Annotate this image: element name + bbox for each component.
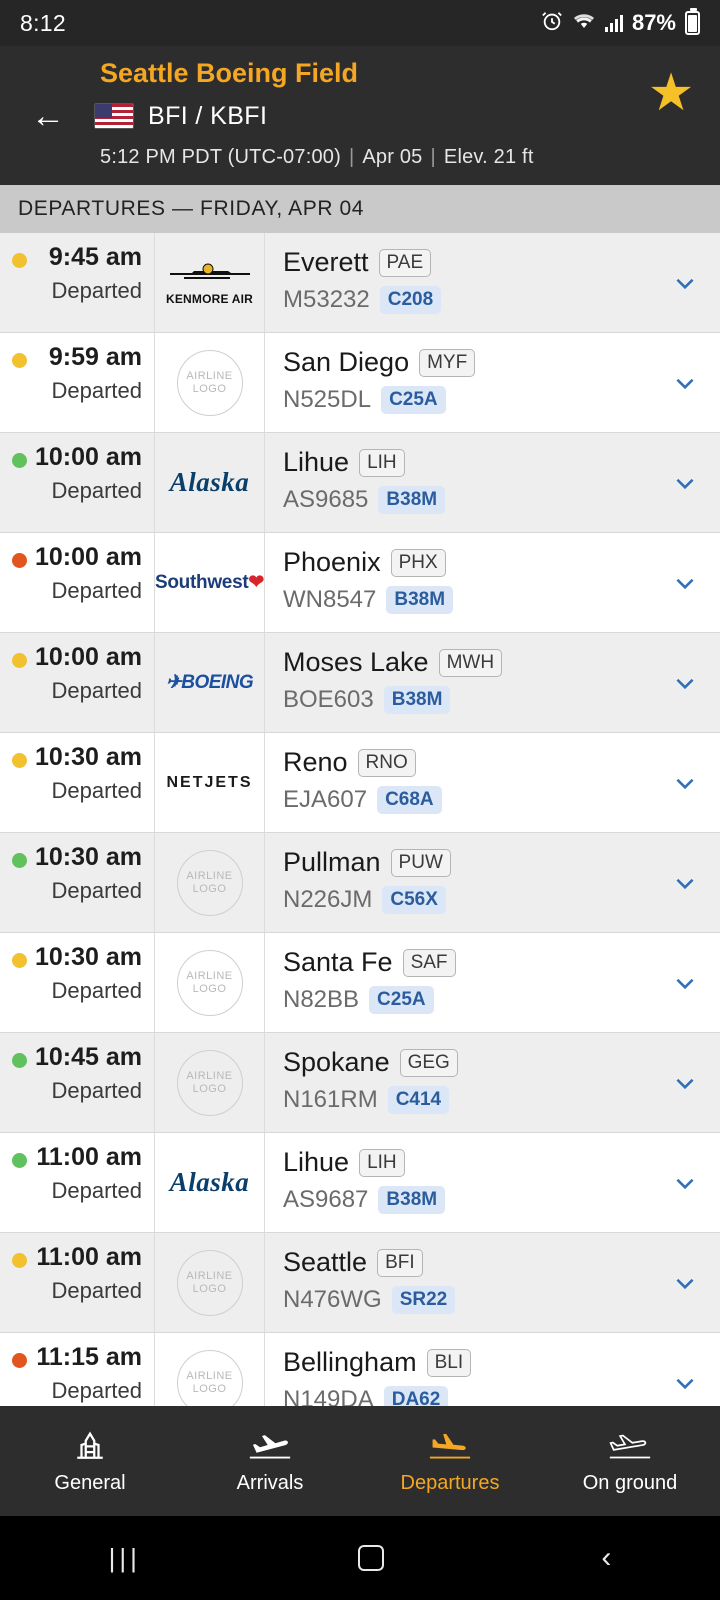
flight-status: Departed [51,1278,142,1303]
star-icon[interactable]: ★ [647,64,695,122]
page-title: Seattle Boeing Field [100,58,359,88]
nav-item-on-ground[interactable] [540,1406,720,1516]
flight-info-cell [265,533,650,632]
flight-status: Departed [51,378,142,403]
nav-item-general[interactable] [0,1406,180,1516]
flight-row[interactable] [0,533,720,633]
flight-list[interactable] [0,233,720,1406]
departures-section-header: DEPARTURES — FRIDAY, APR 04 [0,185,720,233]
flight-time: 10:30 am [34,743,142,771]
aircraft-type: B38M [378,1186,445,1214]
aircraft-type: C208 [380,286,441,314]
flight-status: Departed [51,678,142,703]
expand-row-button[interactable] [650,633,720,732]
status-bar-icons [541,10,700,37]
flight-info-cell [265,433,650,532]
flight-time-cell [0,433,155,532]
flight-time-cell [0,933,155,1032]
chevron-down-icon [672,570,698,596]
aircraft-type: C56X [382,886,446,914]
destination-code: SAF [403,949,456,977]
aircraft-type: C414 [388,1086,449,1114]
flight-callsign: N149DA [283,1386,374,1406]
flight-status: Departed [51,278,142,303]
flight-callsign: N476WG [283,1286,382,1313]
flight-status: Departed [51,1378,142,1403]
flight-time-cell [0,1033,155,1132]
chevron-down-icon [672,670,698,696]
nav-item-label: On ground [582,1471,678,1494]
airline-logo-cell [155,233,265,332]
destination-city: Santa Fe [283,947,393,977]
flight-time-cell [0,733,155,832]
flight-row[interactable] [0,933,720,1033]
system-back-button[interactable]: ‹ [601,1541,612,1574]
flight-info-cell [265,333,650,432]
aircraft-type: B38M [386,586,453,614]
flight-time: 10:00 am [34,443,142,471]
flight-callsign: N226JM [283,886,373,913]
destination-code: RNO [358,749,416,777]
destination-city: Pullman [283,847,381,877]
destination-city: Seattle [283,1247,368,1277]
flight-row[interactable] [0,1133,720,1233]
expand-row-button[interactable] [650,1233,720,1332]
flight-callsign: N161RM [283,1086,378,1113]
expand-row-button[interactable] [650,333,720,432]
flight-callsign: EJA607 [283,786,368,813]
aircraft-type: SR22 [392,1286,456,1314]
chevron-down-icon [672,270,698,296]
aircraft-type: B38M [378,486,445,514]
flight-info-cell [265,633,650,732]
expand-row-button[interactable] [650,233,720,332]
airline-logo-cell [155,933,265,1032]
nav-item-label: General [54,1471,126,1494]
alaska-airlines-logo: Alaska [169,467,250,497]
flight-time: 10:00 am [34,543,142,571]
nav-item-label: Arrivals [236,1471,304,1494]
expand-row-button[interactable] [650,1133,720,1232]
destination-city: Phoenix [283,547,381,577]
flight-row[interactable] [0,1333,720,1406]
chevron-down-icon [672,1270,698,1296]
destination-code: BFI [377,1249,423,1277]
alarm-icon [541,10,563,37]
kenmore-air-logo: KENMORE AIR [164,260,256,306]
destination-code: PHX [391,549,446,577]
destination-code: MWH [439,649,502,677]
flight-row[interactable] [0,233,720,333]
back-button[interactable]: ← [31,96,65,135]
flight-callsign: AS9687 [283,1186,369,1213]
flight-info-cell [265,833,650,932]
airline-logo-placeholder: AIRLINE LOGO [177,1350,243,1407]
airport-codes: BFI / KBFI [148,101,268,130]
nav-item-arrivals[interactable] [180,1406,360,1516]
destination-city: Bellingham [283,1347,417,1377]
nav-item-label: Departures [400,1471,500,1494]
destination-city: Moses Lake [283,647,429,677]
local-time: 5:12 PM PDT (UTC-07:00) [100,146,341,168]
departure-plane-icon [427,1428,473,1462]
chevron-down-icon [672,970,698,996]
aircraft-type: B38M [384,686,451,714]
airline-logo-cell [155,433,265,532]
flight-time: 11:15 am [36,1343,142,1371]
chevron-down-icon [672,770,698,796]
status-dot [12,1353,27,1368]
flight-row[interactable] [0,433,720,533]
alaska-airlines-logo: Alaska [169,1167,250,1197]
flight-info-cell [265,1033,650,1132]
flight-status: Departed [51,578,142,603]
boeing-logo: ✈BOEING [165,672,254,693]
airline-logo-cell [155,733,265,832]
status-dot [12,753,27,768]
flight-row[interactable] [0,833,720,933]
expand-row-button[interactable] [650,433,720,532]
aircraft-type: DA62 [384,1386,449,1406]
status-dot [12,1053,27,1068]
status-dot [12,653,27,668]
flight-status: Departed [51,478,142,503]
airline-logo-cell [155,633,265,732]
airline-logo-cell [155,1133,265,1232]
flight-time-cell [0,1133,155,1232]
battery-percent-label: 87% [631,10,676,35]
airline-logo-placeholder: AIRLINE LOGO [177,1250,243,1316]
destination-city: Reno [283,747,348,777]
expand-row-button[interactable] [650,1333,720,1406]
flight-callsign: M53232 [283,286,370,313]
chevron-down-icon [672,1370,698,1396]
expand-row-button[interactable] [650,1033,720,1132]
flight-info-cell [265,733,650,832]
airline-logo-cell [155,533,265,632]
airline-logo-placeholder: AIRLINE LOGO [177,950,243,1016]
current-date: Apr 05 [362,146,423,168]
flight-callsign: AS9685 [283,486,369,513]
airline-logo-placeholder: AIRLINE LOGO [177,850,243,916]
airline-logo-placeholder: AIRLINE LOGO [177,350,243,416]
flight-time-cell [0,633,155,732]
flight-time: 11:00 am [36,1243,142,1271]
arrival-plane-icon [247,1428,293,1462]
signal-icon [605,14,623,32]
destination-code: LIH [359,1149,405,1177]
flight-status: Departed [51,878,142,903]
tower-icon [72,1428,108,1462]
wifi-icon [572,11,596,36]
flight-info-cell [265,1233,650,1332]
destination-code: PUW [391,849,451,877]
status-dot [12,353,27,368]
flight-time: 10:30 am [34,943,142,971]
expand-row-button[interactable] [650,833,720,932]
flight-status: Departed [51,1078,142,1103]
chevron-down-icon [672,870,698,896]
status-bar [0,0,720,46]
chevron-down-icon [672,1170,698,1196]
flight-status: Departed [51,1178,142,1203]
status-dot [12,953,27,968]
destination-city: Lihue [283,447,350,477]
flight-time: 10:45 am [34,1043,142,1071]
status-dot [12,853,27,868]
system-navigation-bar[interactable] [0,1516,720,1600]
status-dot [12,1153,27,1168]
airline-logo-cell [155,1233,265,1332]
flight-time: 10:00 am [34,643,142,671]
flight-callsign: N82BB [283,986,360,1013]
flight-time-cell [0,533,155,632]
flight-status: Departed [51,978,142,1003]
airline-logo-cell [155,333,265,432]
chevron-down-icon [672,370,698,396]
flight-time-cell [0,233,155,332]
elevation: Elev. 21 ft [443,146,534,168]
chevron-down-icon [672,470,698,496]
us-flag-icon [94,103,134,129]
bottom-navigation[interactable] [0,1406,720,1516]
status-dot [12,253,27,268]
destination-code: GEG [400,1049,458,1077]
recents-button[interactable]: ||| [108,1542,141,1573]
airport-header [0,46,720,185]
destination-code: BLI [427,1349,472,1377]
flight-info-cell [265,233,650,332]
home-button[interactable] [358,1545,384,1571]
flight-time: 11:00 am [36,1143,142,1171]
flight-callsign: N525DL [283,386,372,413]
expand-row-button[interactable] [650,933,720,1032]
flight-time-cell [0,1233,155,1332]
flight-time: 9:59 am [48,343,142,371]
expand-row-button[interactable] [650,533,720,632]
nav-item-departures[interactable] [360,1406,540,1516]
flight-time-cell [0,833,155,932]
airline-logo-placeholder: AIRLINE LOGO [177,1050,243,1116]
chevron-down-icon [672,1070,698,1096]
flight-time-cell [0,333,155,432]
destination-city: Lihue [283,1147,350,1177]
status-dot [12,1253,27,1268]
destination-code: LIH [359,449,405,477]
flight-row[interactable] [0,333,720,433]
destination-city: San Diego [283,347,410,377]
ground-plane-icon [607,1428,653,1462]
status-dot [12,553,27,568]
flight-info-cell [265,1333,650,1406]
flight-status: Departed [51,778,142,803]
expand-row-button[interactable] [650,733,720,832]
aircraft-type: C25A [381,386,446,414]
flight-time: 9:45 am [48,243,142,271]
flight-time: 10:30 am [34,843,142,871]
battery-icon [685,11,700,35]
flight-row[interactable] [0,633,720,733]
aircraft-type: C25A [369,986,434,1014]
flight-info-cell [265,1133,650,1232]
airline-logo-cell [155,1333,265,1406]
southwest-airlines-logo: Southwest❤ [155,572,264,593]
destination-city: Spokane [283,1047,390,1077]
flight-time-cell [0,1333,155,1406]
status-dot [12,453,27,468]
airline-logo-cell [155,1033,265,1132]
airport-meta: 5:12 PM PDT (UTC-07:00) | Apr 05 | Elev. 21 ft [100,146,534,168]
flight-row[interactable] [0,1033,720,1133]
netjets-logo: NETJETS [166,773,253,791]
destination-city: Everett [283,247,369,277]
flight-info-cell [265,933,650,1032]
airline-logo-cell [155,833,265,932]
status-bar-clock: 8:12 [20,9,66,36]
aircraft-type: C68A [377,786,442,814]
destination-code: MYF [419,349,475,377]
flight-callsign: BOE603 [283,686,374,713]
flight-callsign: WN8547 [283,586,377,613]
destination-code: PAE [379,249,432,277]
flight-row[interactable] [0,1233,720,1333]
flight-row[interactable] [0,733,720,833]
